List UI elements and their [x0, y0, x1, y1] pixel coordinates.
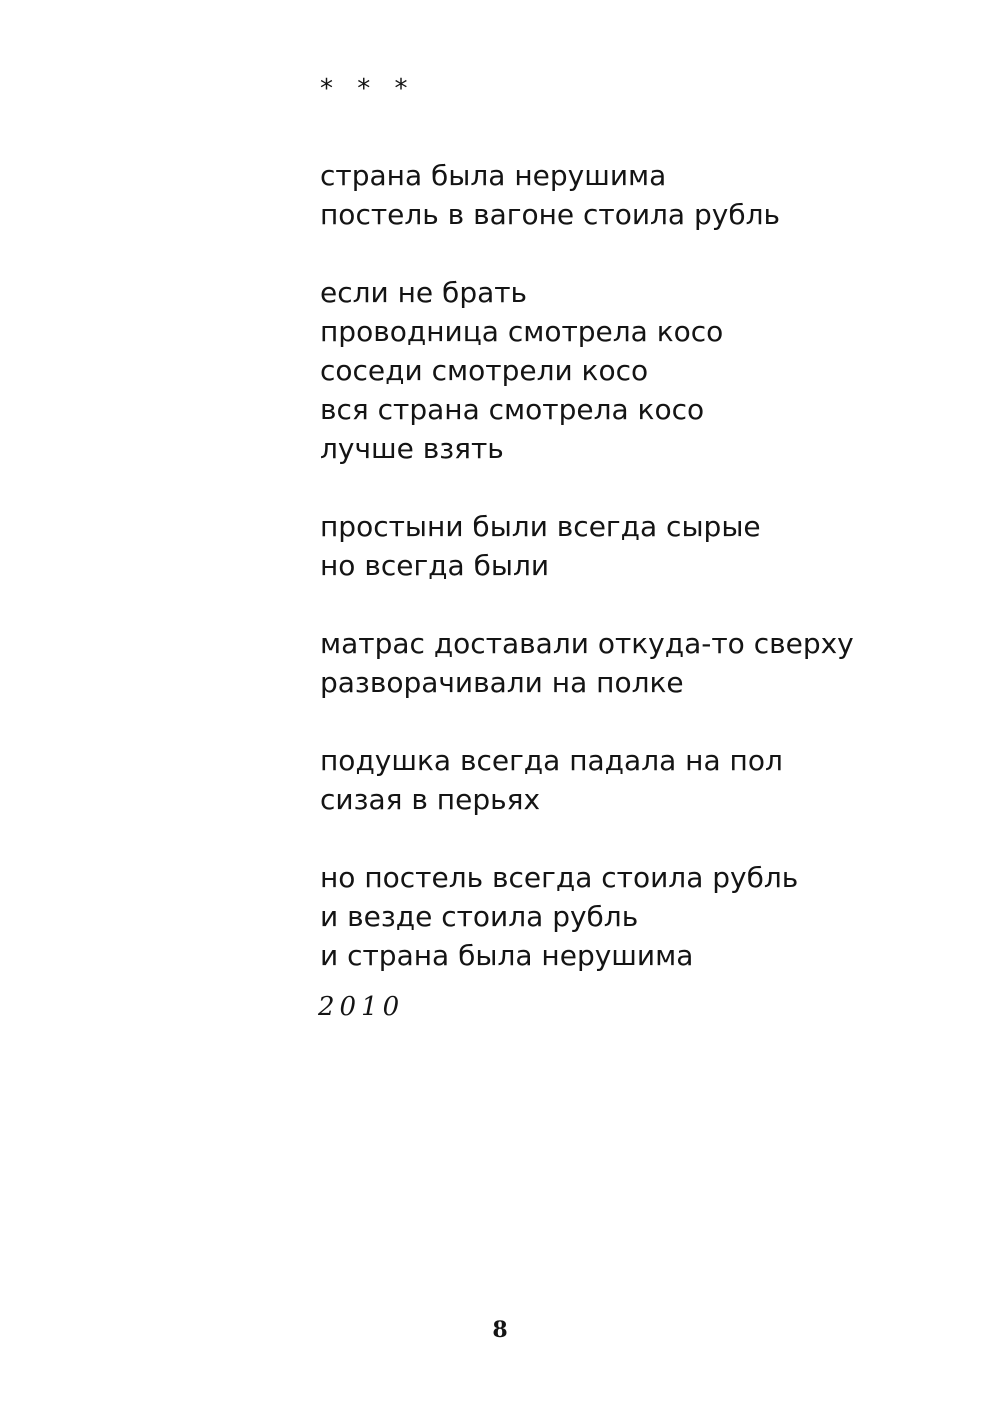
stanza-2: [320, 273, 960, 468]
poem-line: разворачивали на полке: [320, 666, 684, 699]
poem-line: постель в вагоне стоила рубль: [320, 198, 781, 231]
poem-line: сизая в перьях: [320, 783, 541, 816]
poem-date: 2010: [318, 992, 405, 1022]
stanza-5: [320, 741, 960, 819]
poem-line: страна была нерушима: [320, 159, 667, 192]
poem-separator: * * *: [320, 74, 416, 104]
poem-line: вся страна смотрела косо: [320, 393, 705, 426]
poem-line: матрас доставали откуда-то сверху: [320, 627, 854, 660]
stanza-3: [320, 507, 960, 585]
poem-line: но всегда были: [320, 549, 550, 582]
poem-line: но постель всегда стоила рубль: [320, 861, 799, 894]
stanza-6: [320, 858, 960, 975]
poem-line: если не брать: [320, 276, 528, 309]
poem-line: и везде стоила рубль: [320, 900, 639, 933]
poem-line: простыни были всегда сырые: [320, 510, 761, 543]
stanza-1: [320, 156, 960, 234]
poem-line: и страна была нерушима: [320, 939, 694, 972]
poem-line: лучше взять: [320, 432, 504, 465]
poem-line: соседи смотрели косо: [320, 354, 649, 387]
poem-line: подушка всегда падала на пол: [320, 744, 783, 777]
poem-body: [320, 156, 960, 975]
stanza-4: [320, 624, 960, 702]
poem-line: проводница смотрела косо: [320, 315, 724, 348]
page-number: 8: [492, 1317, 508, 1343]
